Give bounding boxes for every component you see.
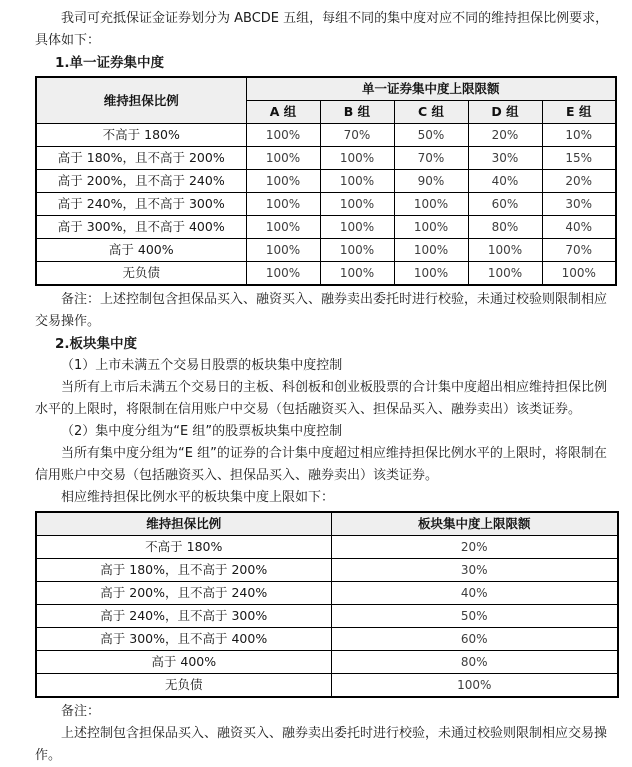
table-row: [36, 170, 616, 193]
value-cell: 80%: [468, 216, 542, 239]
row-label-cell: 不高于 180%: [36, 124, 246, 147]
value-cell: 100%: [246, 239, 320, 262]
value-cell: 50%: [331, 605, 618, 628]
table-row: [36, 147, 616, 170]
value-cell: 100%: [320, 170, 394, 193]
row-label-cell: 高于 200%，且不高于 240%: [36, 582, 331, 605]
section2-sub2-heading: （2）集中度分组为“E 组”的股票板块集中度控制: [61, 424, 343, 439]
row-label-cell: 高于 400%: [36, 239, 246, 262]
table-row: [36, 628, 618, 651]
sector-concentration-table: [35, 511, 619, 698]
value-cell: 100%: [246, 124, 320, 147]
value-cell: 20%: [468, 124, 542, 147]
section2-note-body: 上述控制包含担保品买入、融资买入、融券卖出委托时进行校验，未通过校验则限制相应交易操作。: [35, 726, 608, 763]
col-header-group-d: D 组: [468, 101, 542, 124]
value-cell: 70%: [394, 147, 468, 170]
table-row: [36, 193, 616, 216]
table-row: [36, 124, 616, 147]
value-cell: 100%: [320, 262, 394, 286]
intro-paragraph: 我司可充抵保证金证券划分为 ABCDE 五组，每组不同的集中度对应不同的维持担保比例要求，具体如下：: [35, 11, 609, 48]
value-cell: 100%: [468, 262, 542, 286]
table-row: [36, 674, 618, 698]
section2-sub1-heading: （1）上市未满五个交易日股票的板块集中度控制: [61, 358, 343, 373]
value-cell: 100%: [394, 216, 468, 239]
table-row: [36, 651, 618, 674]
table-row: [36, 559, 618, 582]
value-cell: 100%: [246, 170, 320, 193]
table-header-row: [36, 77, 616, 101]
value-cell: 100%: [542, 262, 616, 286]
value-cell: 100%: [394, 239, 468, 262]
row-label-cell: 高于 240%，且不高于 300%: [36, 193, 246, 216]
value-cell: 80%: [331, 651, 618, 674]
table-header-row: [36, 512, 618, 536]
value-cell: 90%: [394, 170, 468, 193]
value-cell: 40%: [542, 216, 616, 239]
col-header-sector-limit: 板块集中度上限限额: [331, 512, 618, 536]
table-row: [36, 605, 618, 628]
row-label-cell: 高于 200%，且不高于 240%: [36, 170, 246, 193]
value-cell: 100%: [246, 216, 320, 239]
value-cell: 15%: [542, 147, 616, 170]
value-cell: 100%: [320, 193, 394, 216]
col-header-group-b: B 组: [320, 101, 394, 124]
value-cell: 70%: [320, 124, 394, 147]
value-cell: 40%: [468, 170, 542, 193]
value-cell: 60%: [468, 193, 542, 216]
value-cell: 50%: [394, 124, 468, 147]
table-row: [36, 582, 618, 605]
row-label-cell: 高于 300%，且不高于 400%: [36, 216, 246, 239]
col-header-maintenance-ratio: 维持担保比例: [36, 77, 246, 124]
row-label-cell: 无负债: [36, 262, 246, 286]
value-cell: 60%: [331, 628, 618, 651]
section2-note-label: 备注：: [61, 704, 101, 719]
row-label-cell: 高于 180%，且不高于 200%: [36, 559, 331, 582]
value-cell: 40%: [331, 582, 618, 605]
value-cell: 100%: [320, 216, 394, 239]
value-cell: 100%: [246, 193, 320, 216]
col-header-group-c: C 组: [394, 101, 468, 124]
value-cell: 100%: [320, 147, 394, 170]
value-cell: 100%: [468, 239, 542, 262]
col-header-group-e: E 组: [542, 101, 616, 124]
section2-sub1-body: 当所有上市后未满五个交易日的主板、科创板和创业板股票的合计集中度超出相应维持担保比例水平的上限时，将限制在信用账户中交易（包括融资买入、担保品买入、融券卖出）该类证券。: [35, 380, 608, 417]
row-label-cell: 高于 300%，且不高于 400%: [36, 628, 331, 651]
section1-note: 备注：上述控制包含担保品买入、融资买入、融券卖出委托时进行校验，未通过校验则限制相应交易操作。: [35, 292, 608, 329]
value-cell: 30%: [331, 559, 618, 582]
value-cell: 20%: [331, 536, 618, 559]
row-label-cell: 不高于 180%: [36, 536, 331, 559]
col-header-maintenance-ratio: 维持担保比例: [36, 512, 331, 536]
table-row: [36, 536, 618, 559]
section1-heading: 1.单一证券集中度: [55, 55, 165, 71]
value-cell: 70%: [542, 239, 616, 262]
value-cell: 100%: [394, 262, 468, 286]
section2-heading: 2.板块集中度: [55, 336, 138, 352]
section2-sub2-body: 当所有集中度分组为“E 组”的证券的合计集中度超过相应维持担保比例水平的上限时，将限制在信用账户中交易（包括融资买入、担保品买入、融券卖出）该类证券。: [35, 446, 607, 483]
table-row: [36, 239, 616, 262]
col-header-single-security-limit: 单一证券集中度上限限额: [246, 77, 616, 101]
value-cell: 100%: [246, 147, 320, 170]
value-cell: 100%: [394, 193, 468, 216]
row-label-cell: 无负债: [36, 674, 331, 698]
value-cell: 100%: [331, 674, 618, 698]
value-cell: 20%: [542, 170, 616, 193]
table-row: [36, 262, 616, 286]
value-cell: 30%: [468, 147, 542, 170]
value-cell: 30%: [542, 193, 616, 216]
value-cell: 100%: [320, 239, 394, 262]
single-security-concentration-table: [35, 76, 617, 286]
row-label-cell: 高于 400%: [36, 651, 331, 674]
row-label-cell: 高于 240%，且不高于 300%: [36, 605, 331, 628]
col-header-group-a: A 组: [246, 101, 320, 124]
table-row: [36, 216, 616, 239]
sector-table-intro: 相应维持担保比例水平的板块集中度上限如下：: [61, 490, 335, 505]
value-cell: 100%: [246, 262, 320, 286]
value-cell: 10%: [542, 124, 616, 147]
row-label-cell: 高于 180%，且不高于 200%: [36, 147, 246, 170]
